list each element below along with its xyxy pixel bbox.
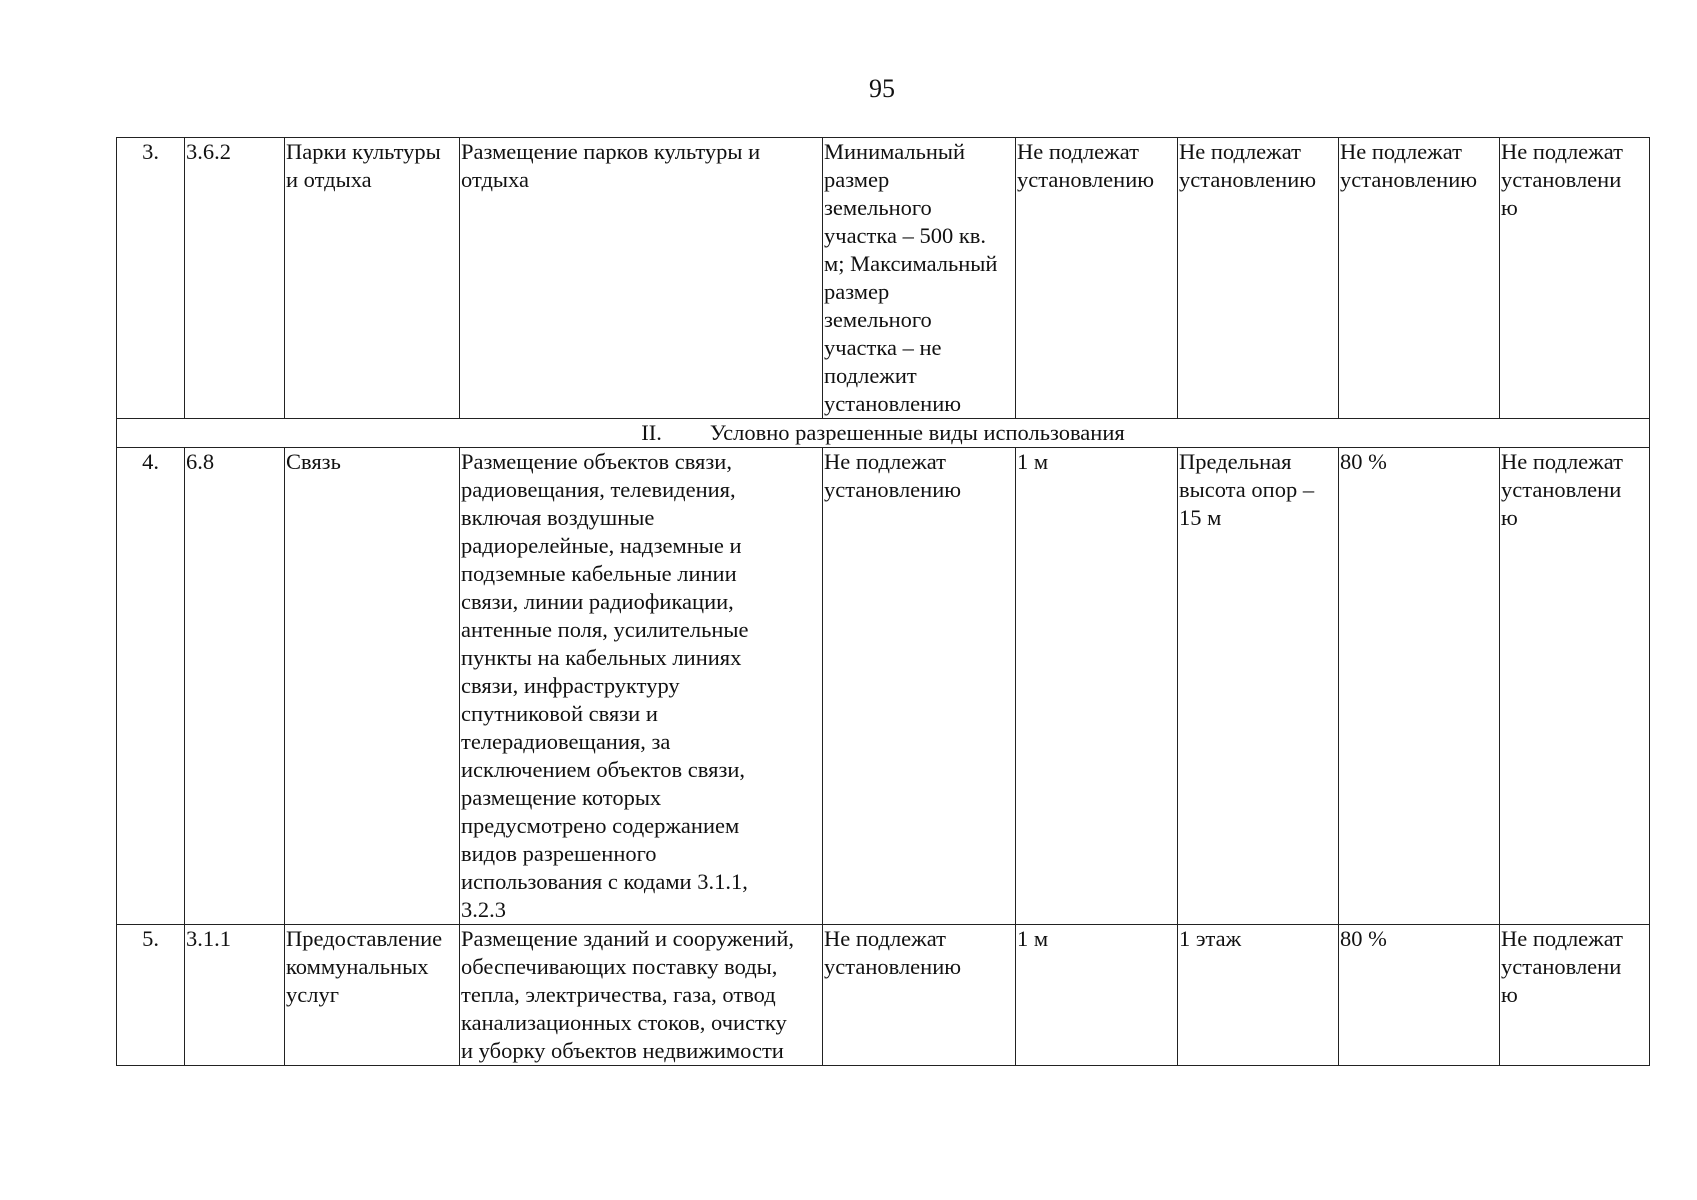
other-params: Не подлежат установлени ю — [1500, 448, 1650, 925]
use-code: 6.8 — [185, 448, 285, 925]
row-number: 3. — [117, 138, 185, 419]
row-number: 5. — [117, 925, 185, 1066]
other-params: Не подлежат установлени ю — [1500, 925, 1650, 1066]
row-number: 4. — [117, 448, 185, 925]
use-code: 3.6.2 — [185, 138, 285, 419]
max-height: Предельная высота опор – 15 м — [1178, 448, 1339, 925]
section-row — [117, 419, 1650, 448]
plot-size: Не подлежат установлению — [823, 925, 1016, 1066]
table-row — [117, 448, 1650, 925]
coverage: 80 % — [1339, 448, 1500, 925]
use-code: 3.1.1 — [185, 925, 285, 1066]
section-title: Условно разрешенные виды использования — [709, 420, 1125, 445]
use-description: Размещение парков культуры и отдыха — [460, 138, 823, 419]
setback: 1 м — [1016, 925, 1178, 1066]
table-row — [117, 925, 1650, 1066]
regulations-table — [116, 137, 1650, 1066]
setback: 1 м — [1016, 448, 1178, 925]
coverage: Не подлежат установлению — [1339, 138, 1500, 419]
max-height: Не подлежат установлению — [1178, 138, 1339, 419]
use-name: Предоставление коммунальных услуг — [285, 925, 460, 1066]
section-heading — [117, 419, 1650, 448]
setback: Не подлежат установлению — [1016, 138, 1178, 419]
use-name: Парки культуры и отдыха — [285, 138, 460, 419]
use-description: Размещение объектов связи, радиовещания, телевидения, включая воздушные радиорелейные, надземные и подземные кабельные линии связи, линии радиофикации, антенные поля, усилительные пункты на кабельных линиях связи, инфраструктуру спутниковой связи и телерадиовещания, за исключением объектов связи, размещение которых предусмотрено содержанием видов разрешенного использования с кодами 3.1.1, 3.2.3 — [460, 448, 823, 925]
plot-size: Не подлежат установлению — [823, 448, 1016, 925]
coverage: 80 % — [1339, 925, 1500, 1066]
section-number: II. — [641, 420, 662, 445]
use-description: Размещение зданий и сооружений, обеспечивающих поставку воды, тепла, электричества, газа, отвод канализационных стоков, очистку и уборку объектов недвижимости — [460, 925, 823, 1066]
plot-size: Минимальный размер земельного участка – 500 кв. м; Максимальный размер земельного участка – не подлежит установлению — [823, 138, 1016, 419]
use-name: Связь — [285, 448, 460, 925]
max-height: 1 этаж — [1178, 925, 1339, 1066]
table-row — [117, 138, 1650, 419]
other-params: Не подлежат установлени ю — [1500, 138, 1650, 419]
page-number: 95 — [869, 74, 895, 103]
